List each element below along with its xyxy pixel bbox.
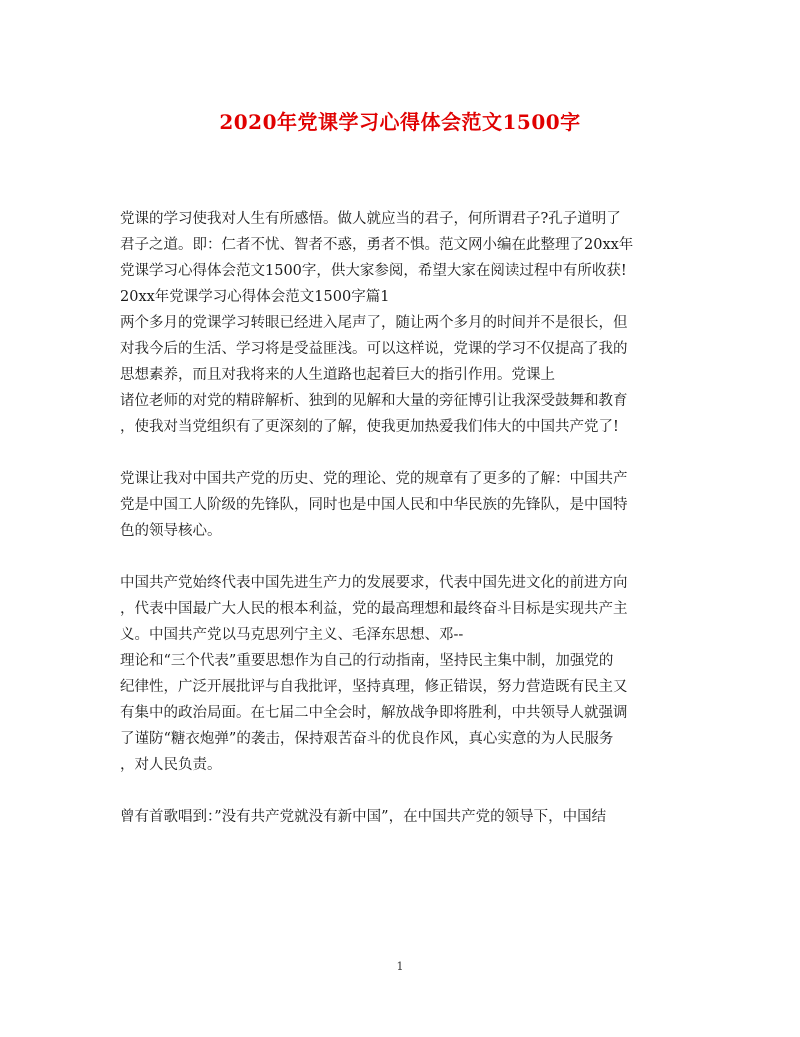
text-line: 纪律性，广泛开展批评与自我批评，坚持真理，修正错误，努力营造既有民主又 bbox=[120, 679, 628, 695]
text-line: 有集中的政治局面。在七届二中全会时，解放战争即将胜利，中共领导人就强调 bbox=[120, 705, 628, 721]
paragraph bbox=[120, 804, 682, 830]
text-line: 党课的学习使我对人生有所感悟。做人就应当的君子，何所谓君子?孔子道明了 bbox=[120, 211, 621, 227]
paragraph bbox=[120, 570, 682, 778]
document-title: 2020年党课学习心得体会范文1500字 bbox=[219, 110, 581, 134]
text-line: 中国共产党始终代表中国先进生产力的发展要求，代表中国先进文化的前进方向 bbox=[120, 575, 628, 591]
text-line: 党是中国工人阶级的先锋队，同时也是中国人民和中华民族的先锋队，是中国特 bbox=[120, 497, 628, 513]
paragraph bbox=[120, 206, 682, 440]
text-line: ，使我对当党组织有了更深刻的了解，使我更加热爱我们伟大的中国共产党了! bbox=[120, 419, 619, 435]
text-line: 党课学习心得体会范文1500字，供大家参阅，希望大家在阅读过程中有所收获! bbox=[120, 263, 627, 279]
paragraph bbox=[120, 466, 682, 544]
text-line: 理论和“三个代表”重要思想作为自己的行动指南，坚持民主集中制，加强党的 bbox=[120, 653, 614, 669]
text-line: 了谨防“糖衣炮弹”的袭击，保持艰苦奋斗的优良作风，真心实意的为人民服务 bbox=[120, 731, 614, 747]
text-line: 诸位老师的对党的精辟解析、独到的见解和大量的旁征博引让我深受鼓舞和教育 bbox=[120, 393, 628, 409]
text-line: 思想素养，而且对我将来的人生道路也起着巨大的指引作用。党课上 bbox=[120, 367, 555, 383]
text-line: 两个多月的党课学习转眼已经进入尾声了，随让两个多月的时间并不是很长，但 bbox=[120, 315, 628, 331]
text-line: ，代表中国最广大人民的根本利益，党的最高理想和最终奋斗目标是实现共产主 bbox=[120, 601, 628, 617]
text-line: ，对人民负责。 bbox=[120, 757, 222, 773]
text-line: 20xx年党课学习心得体会范文1500字篇1 bbox=[120, 289, 390, 305]
text-line: 党课让我对中国共产党的历史、党的理论、党的规章有了更多的了解：中国共产 bbox=[120, 471, 628, 487]
document-body bbox=[120, 206, 682, 856]
text-line: 君子之道。即：仁者不忧、智者不惑，勇者不惧。范文网小编在此整理了20xx年 bbox=[120, 237, 634, 253]
text-line: 曾有首歌唱到：”没有共产党就没有新中国”，在中国共产党的领导下，中国结 bbox=[120, 809, 607, 825]
page-number: 1 bbox=[396, 960, 404, 973]
text-line: 色的领导核心。 bbox=[120, 523, 222, 539]
text-line: 对我今后的生活、学习将是受益匪浅。可以这样说，党课的学习不仅提高了我的 bbox=[120, 341, 628, 357]
text-line: 义。中国共产党以马克思列宁主义、毛泽东思想、邓-- bbox=[120, 627, 464, 643]
